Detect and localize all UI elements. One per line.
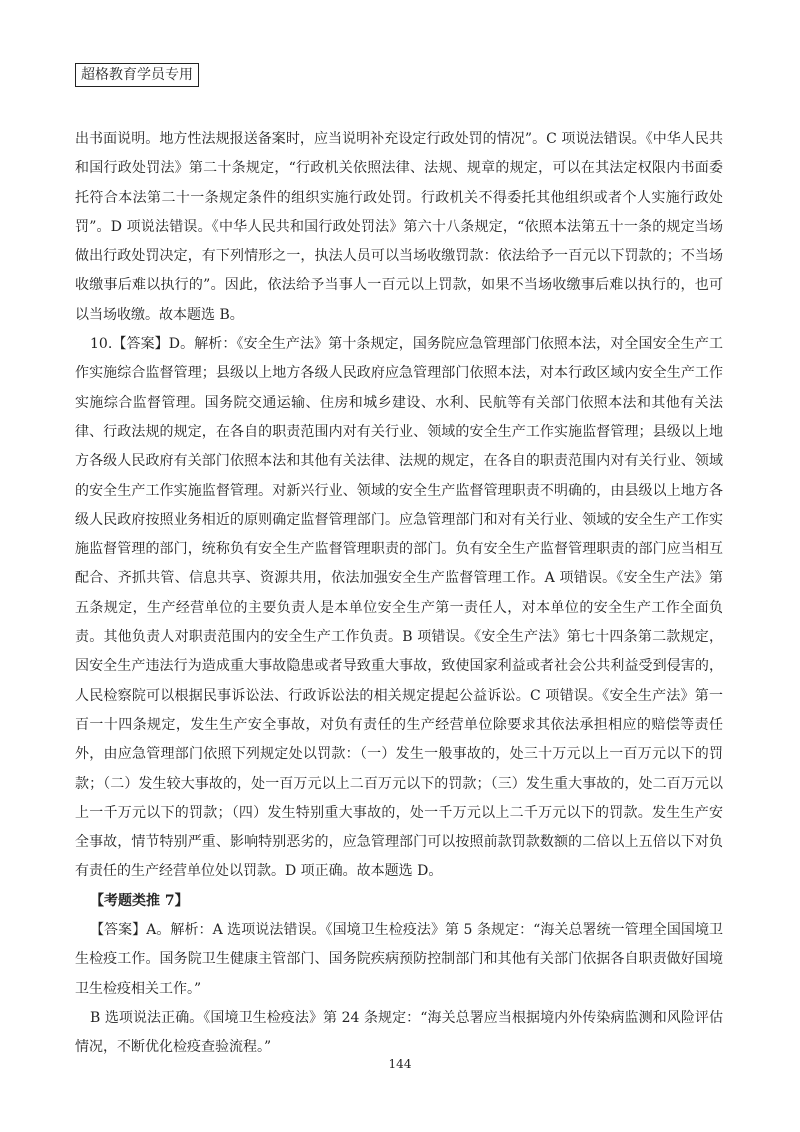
document-body [75, 125, 723, 1063]
page-number: 144 [388, 1057, 412, 1071]
section-heading: 【考题类推 7】 [90, 892, 189, 909]
header-stamp: 超格教育学员专用 [75, 63, 199, 87]
paragraph-option-b: B 选项说法正确。《国境卫生检疫法》第 24 条规定：“海关总署应当根据境内外传染病监测和风险评估情况，不断优化检疫查验流程。” [75, 1009, 723, 1056]
paragraph-continuation: 出书面说明。地方性法规报送备案时，应当说明补充设定行政处罚的情况”。C 项说法错误。《中华人民共和国行政处罚法》第二十条规定，“行政机关依照法律、法规、规章的规定，可以在其法定权限内书面委托符合本法第二十一条规定条件的组织实施行政处罚。行政机关不得委托其他组织或者个人实施行政处罚”。D 项说法错误。《中华人民共和国行政处罚法》第六十八条规定，“依照本法第五十一条的规定当场做出行政处罚决定，有下列情形之一，执法人员可以当场收缴罚款：依法给予一百元以下罚款的；不当场收缴事后难以执行的”。因此，依法给予当事人一百元以上罚款，如果不当场收缴事后难以执行的，也可以当场收缴。故本题选 B。 [75, 131, 723, 323]
paragraph-answer-10: 10.【答案】D。解析：《安全生产法》第十条规定，国务院应急管理部门依照本法，对全国安全生产工作实施综合监督管理；县级以上地方各级人民政府应急管理部门依照本法，对本行政区域内安全生产工作实施综合监督管理。国务院交通运输、住房和城乡建设、水利、民航等有关部门依照本法和其他有关法律、行政法规的规定，在各自的职责范围内对有关行业、领域的安全生产工作实施监督管理；县级以上地方各级人民政府有关部门依照本法和其他有关法律、法规的规定，在各自的职责范围内对有关行业、领域的安全生产工作实施监督管理。对新兴行业、领域的安全生产监督管理职责不明确的，由县级以上地方各级人民政府按照业务相近的原则确定监督管理部门。应急管理部门和对有关行业、领域的安全生产工作实施监督管理的部门，统称负有安全生产监督管理职责的部门。负有安全生产监督管理职责的部门应当相互配合、齐抓共管、信息共享、资源共用，依法加强安全生产监督管理工作。A 项错误。《安全生产法》第五条规定，生产经营单位的主要负责人是本单位安全生产第一责任人，对本单位的安全生产工作全面负责。其他负责人对职责范围内的安全生产工作负责。B 项错误。《安全生产法》第七十四条第二款规定，因安全生产违法行为造成重大事故隐患或者导致重大事故，致使国家利益或者社会公共利益受到侵害的，人民检察院可以根据民事诉讼法、行政诉讼法的相关规定提起公益诉讼。C 项错误。《安全生产法》第一百一十四条规定，发生生产安全事故，对负有责任的生产经营单位除要求其依法承担相应的赔偿等责任外，由应急管理部门依照下列规定处以罚款：（一）发生一般事故的，处三十万元以上一百万元以下的罚款；（二）发生较大事故的，处一百万元以上二百万元以下的罚款；（三）发生重大事故的，处二百万元以上一千万元以下的罚款；（四）发生特别重大事故的，处一千万元以上二千万元以下的罚款。发生生产安全事故，情节特别严重、影响特别恶劣的，应急管理部门可以按照前款罚款数额的二倍以上五倍以下对负有责任的生产经营单位处以罚款。D 项正确。故本题选 D。 [75, 336, 723, 880]
paragraph-answer-a: 【答案】A。解析：A 选项说法错误。《国境卫生检疫法》第 5 条规定：“海关总署统一管理全国国境卫生检疫工作。国务院卫生健康主管部门、国务院疾病预防控制部门和其他有关部门依据各自职责做好国境卫生检疫相关工作。” [75, 922, 723, 997]
